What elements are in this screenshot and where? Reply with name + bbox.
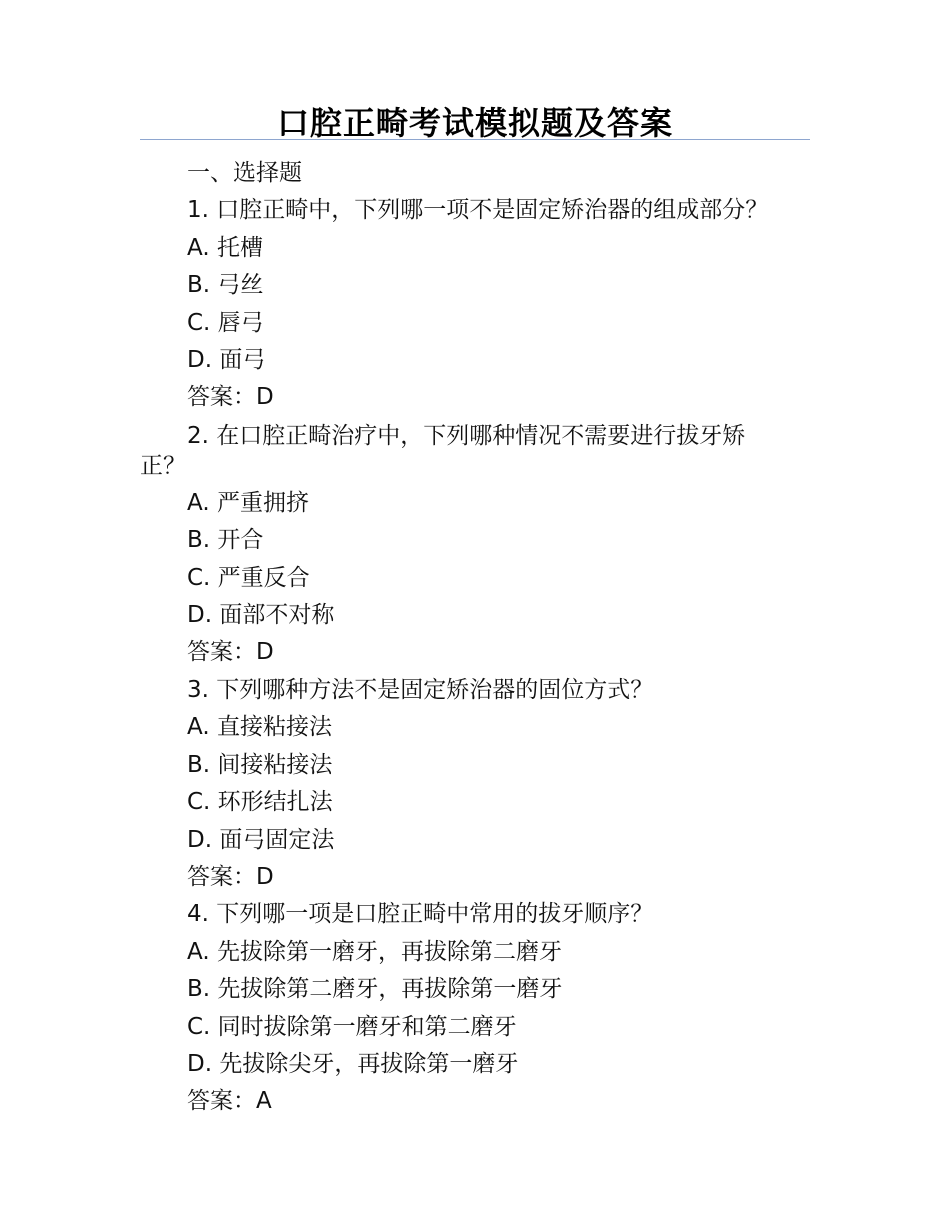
question-stem: 1. 口腔正畸中，下列哪一项不是固定矫治器的组成部分？: [187, 197, 769, 224]
question-option: D. 面弓固定法: [187, 826, 335, 853]
document-title: 口腔正畸考试模拟题及答案: [276, 104, 673, 142]
question-option: D. 面部不对称: [187, 602, 335, 629]
question-stem: 4. 下列哪一项是口腔正畸中常用的拔牙顺序？: [187, 901, 654, 928]
question-option: C. 环形结扎法: [187, 789, 333, 816]
document-body: [140, 155, 800, 1121]
question-option: D. 先拔除尖牙，再拔除第一磨牙: [187, 1050, 519, 1077]
question-option: B. 先拔除第二磨牙，再拔除第一磨牙: [187, 976, 563, 1003]
question-answer: 答案：D: [187, 863, 274, 890]
question-stem: 3. 下列哪种方法不是固定矫治器的固位方式？: [187, 676, 654, 703]
question-answer: 答案：D: [187, 639, 274, 666]
question-option: C. 唇弓: [187, 309, 264, 336]
question-option: B. 开合: [187, 527, 264, 554]
question-stem: 2. 在口腔正畸治疗中，下列哪种情况不需要进行拔牙矫正？: [140, 422, 746, 479]
section-heading: 一、选择题: [187, 160, 302, 186]
question-option: B. 间接粘接法: [187, 751, 333, 778]
question-option: A. 直接粘接法: [187, 714, 332, 741]
question-option: A. 托槽: [187, 234, 263, 261]
question-option: C. 同时拔除第一磨牙和第二磨牙: [187, 1013, 517, 1040]
question-option: A. 严重拥挤: [187, 489, 309, 516]
title-underline: [140, 139, 810, 140]
question-option: A. 先拔除第一磨牙，再拔除第二磨牙: [187, 938, 562, 965]
question-option: B. 弓丝: [187, 272, 264, 299]
question-option: D. 面弓: [187, 347, 266, 374]
question-answer: 答案：D: [187, 384, 274, 411]
question-option: C. 严重反合: [187, 564, 310, 591]
question-answer: 答案：A: [187, 1088, 272, 1115]
